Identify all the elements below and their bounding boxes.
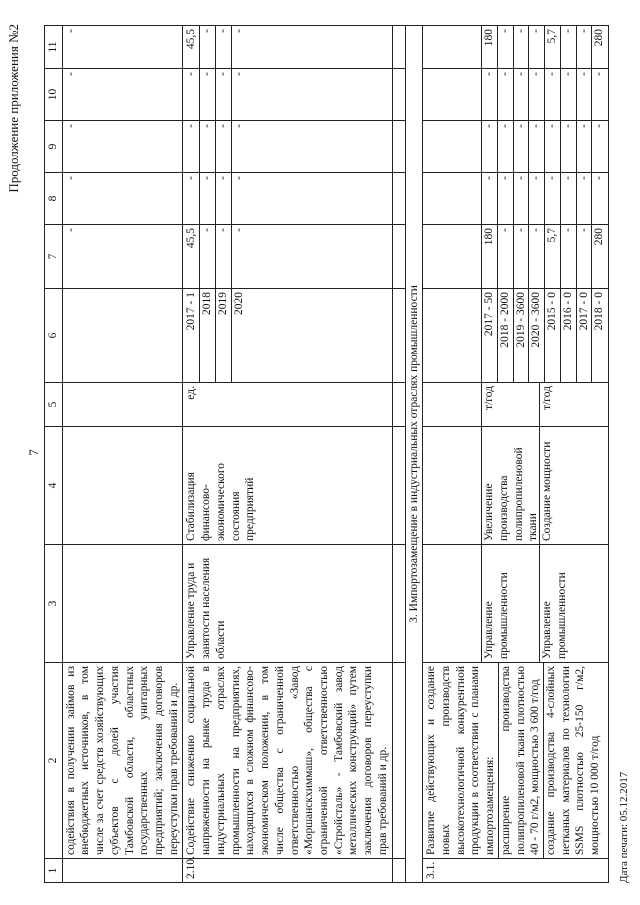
col-header: 8 bbox=[45, 173, 63, 225]
col8-cell: - - - - bbox=[183, 173, 392, 225]
responsible-body: Управление труда и занятости населения области bbox=[183, 545, 392, 663]
row-description: Содействие снижению социальной напряженности на рынке труда в индустриальных отраслях промышленности на предприятиях, находящихся в сложном финансово-экономическом положении, в том числе общества с ограниченной ответственностью «Завод «Моршанскхиммаш», общества с ограниченной ответственностью «Стройсталь» - Тамбовский завод металлических конструкций» путем заключения договоров переуступки прав требований и др. bbox=[183, 663, 392, 859]
table-row-continuation: содействия в получении займов из внебюджетных источников, в том числе за счет средств хозяйствующих субъектов с долей участия Тамбовской области, областных государственных унитарных предприятий; заключения договоров переуступки прав требований и др. - - - - - bbox=[62, 26, 183, 883]
row-number: 2.10. bbox=[183, 859, 392, 883]
col7-cell: 180 - - - 5,7 - - 280 bbox=[423, 225, 609, 289]
column-number-row bbox=[45, 26, 63, 883]
appendix-continuation-label: Продолжение приложения №2 bbox=[6, 24, 21, 193]
measures-table bbox=[44, 25, 609, 883]
col-header: 1 bbox=[45, 859, 63, 883]
table-row-blank bbox=[392, 26, 405, 883]
continued-description: содействия в получении займов из внебюджетных источников, в том числе за счет средств хозяйствующих субъектов с долей участия Тамбовской области, областных государственных унитарных предприятий; заключения договоров переуступки прав требований и др. bbox=[62, 663, 183, 859]
col-header: 3 bbox=[45, 545, 63, 663]
col7-cell: 45,5 - - - bbox=[183, 225, 392, 289]
indicator: Стабилизация финансово-экономического состояния предприятий bbox=[183, 427, 392, 545]
col-header: 5 bbox=[45, 383, 63, 427]
col-header: 10 bbox=[45, 69, 63, 121]
unit: т/год т/год bbox=[423, 383, 609, 427]
col-header: 7 bbox=[45, 225, 63, 289]
row-description: Развитие действующих и создание новых производств высокотехнологичной конкурентной продукции в соответствии с планами импортозамещения: расширение производства полипропиленовой ткани плотностью 40 - 70 г/м2, мощностью 3 600 т/год создание производства 4-слойных нетканых материалов по технологии SSMS плотностью 25-150 г/м2, мощностью 10 000 т/год bbox=[423, 663, 609, 859]
col10-cell: - - - - bbox=[183, 69, 392, 121]
print-date: Дата печати: 05.12.2017 bbox=[618, 771, 630, 883]
col9-cell: - - - - bbox=[183, 121, 392, 173]
row-number: 3.1. bbox=[423, 859, 609, 883]
section-heading: 3. Импортозамещение в индустриальных отраслях промышленности bbox=[405, 26, 423, 883]
table-row-2-10 bbox=[183, 26, 392, 883]
col8-cell: - - - - - - - - bbox=[423, 173, 609, 225]
table-row-3-1 bbox=[423, 26, 609, 883]
col-header: 11 bbox=[45, 26, 63, 69]
section-heading-row bbox=[405, 26, 423, 883]
col-header: 9 bbox=[45, 121, 63, 173]
unit: ед. bbox=[183, 383, 392, 427]
col11-cell: 180 - - - 5,7 - - 280 bbox=[423, 26, 609, 69]
col-header: 6 bbox=[45, 289, 63, 383]
col11-cell: 45,5 - - - bbox=[183, 26, 392, 69]
col10-cell: - - - - - - - - bbox=[423, 69, 609, 121]
col-header: 2 bbox=[45, 663, 63, 859]
responsible-body: Управление промышленности Управление промышленности bbox=[423, 545, 609, 663]
indicator: Увеличение производства полипропиленовой ткани Создание мощности bbox=[423, 427, 609, 545]
col-header: 4 bbox=[45, 427, 63, 545]
col9-cell: - - - - - - - - bbox=[423, 121, 609, 173]
years-cell: 2017 - 50 2018 - 2000 2019 - 3600 2020 - 3600 2015 - 0 2016 - 0 2017 - 0 2018 - 0 bbox=[423, 289, 609, 383]
years-cell: 2017 - 1 2018 2019 2020 bbox=[183, 289, 392, 383]
page-number: 7 bbox=[26, 449, 41, 456]
